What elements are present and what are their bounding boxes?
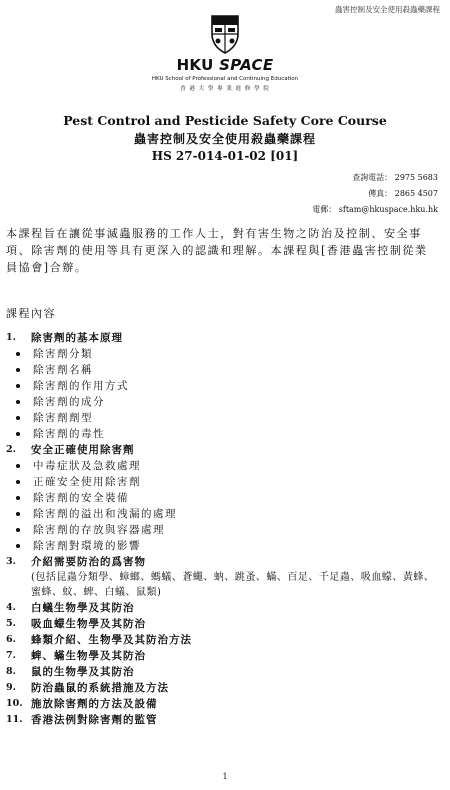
outline-item — [6, 554, 440, 600]
outline-item-title: 蜱、蟎生物學及其防治 — [31, 650, 146, 662]
outline-item-number: 3. — [6, 556, 16, 567]
outline-item — [6, 632, 440, 648]
course-code: HS 27-014-01-02 [01] — [151, 149, 299, 163]
outline-item-number: 10. — [6, 698, 23, 709]
outline-subitem: 除害劑的溢出和洩漏的處理 — [6, 506, 440, 522]
enquiry-phone: 查詢電話： 2975 5683 — [352, 173, 438, 182]
running-header: 蟲害控制及安全使用殺蟲藥課程 — [335, 5, 440, 14]
outline-item-title: 蜂類介紹、生物學及其防治方法 — [31, 634, 192, 646]
outline-item-title: 安全正確使用除害劑 — [31, 444, 135, 456]
course-title-en: Pest Control and Pesticide Safety Core Course — [63, 113, 387, 128]
outline-subitem: 除害劑的成分 — [6, 394, 440, 410]
outline-subitem: 除害劑劑型 — [6, 410, 440, 426]
school-name-en: HKU School of Professional and Continuing Education — [151, 76, 299, 82]
outline-item-number: 6. — [6, 634, 16, 645]
outline-item-number: 4. — [6, 602, 16, 613]
school-name-zh: 香 港 大 學 專 業 進 修 學 院 — [180, 86, 270, 92]
outline-item — [6, 330, 440, 346]
outline-item — [6, 712, 440, 728]
outline-subitem: 除害劑的存放與容器處理 — [6, 522, 440, 538]
outline-item-number: 11. — [6, 714, 23, 725]
outline-title: 課程內容 — [6, 307, 56, 320]
intro-paragraph: 本課程旨在讓從事滅蟲服務的工作人士，對有害生物之防治及控制、安全事項、除害劑的使用等具有更深入的認識和理解。本課程與[香港蟲害控制從業員協會]合辦。 — [6, 227, 428, 274]
outline-item-number: 1. — [6, 332, 16, 343]
brand-prefix: HKU — [176, 56, 220, 74]
outline-item-title: 防治蟲鼠的系統措施及方法 — [31, 682, 169, 694]
outline-item — [6, 442, 440, 458]
outline-item-title: 除害劑的基本原理 — [31, 332, 123, 344]
outline-item-title: 吸血蠓生物學及其防治 — [31, 618, 146, 630]
outline-item-number: 9. — [6, 682, 16, 693]
brand-suffix: SPACE — [219, 56, 274, 74]
outline-item-title: 鼠的生物學及其防治 — [31, 666, 135, 678]
course-outline — [6, 330, 440, 728]
outline-sublist — [6, 346, 440, 442]
outline-subitem: 除害劑的毒性 — [6, 426, 440, 442]
outline-item-number: 8. — [6, 666, 16, 677]
university-crest-icon — [209, 14, 241, 54]
page-number: 1 — [222, 772, 228, 781]
course-title-block — [0, 113, 450, 163]
fax-number: 傳真： 2865 4507 — [368, 189, 438, 198]
outline-item-number: 2. — [6, 444, 16, 455]
contact-block — [312, 170, 438, 218]
outline-subitem: 除害劑分類 — [6, 346, 440, 362]
outline-item-title: 施放除害劑的方法及設備 — [31, 698, 158, 710]
brand-wordmark — [0, 56, 450, 74]
outline-item — [6, 696, 440, 712]
email-address[interactable]: 電郵： sftam@hkuspace.hku.hk — [312, 205, 438, 214]
outline-item-title: 香港法例對除害劑的監管 — [31, 714, 158, 726]
outline-item-number: 7. — [6, 650, 16, 661]
outline-item-title: 白蟻生物學及其防治 — [31, 602, 135, 614]
outline-item-title: 介紹需要防治的爲害物 — [31, 556, 146, 568]
outline-item-note: (包括昆蟲分類學、蟑螂、螞蟻、蒼蠅、蚋、跳蚤、蟎、百足、千足蟲、吸血蠓、黃蜂、蜜蜂、蚊、蜱、白蟻、鼠類) — [31, 572, 435, 598]
outline-subitem: 正確安全使用除害劑 — [6, 474, 440, 490]
outline-subitem: 除害劑的安全裝備 — [6, 490, 440, 506]
outline-subitem: 除害劑對環境的影響 — [6, 538, 440, 554]
outline-subitem: 除害劑名稱 — [6, 362, 440, 378]
outline-subitem: 除害劑的作用方式 — [6, 378, 440, 394]
outline-item — [6, 664, 440, 680]
outline-subitem: 中毒症狀及急救處理 — [6, 458, 440, 474]
outline-item — [6, 616, 440, 632]
logo-block — [0, 14, 450, 92]
outline-item — [6, 600, 440, 616]
outline-item — [6, 680, 440, 696]
course-title-zh: 蟲害控制及安全使用殺蟲藥課程 — [133, 132, 316, 146]
outline-item-number: 5. — [6, 618, 16, 629]
outline-item — [6, 648, 440, 664]
outline-sublist — [6, 458, 440, 554]
